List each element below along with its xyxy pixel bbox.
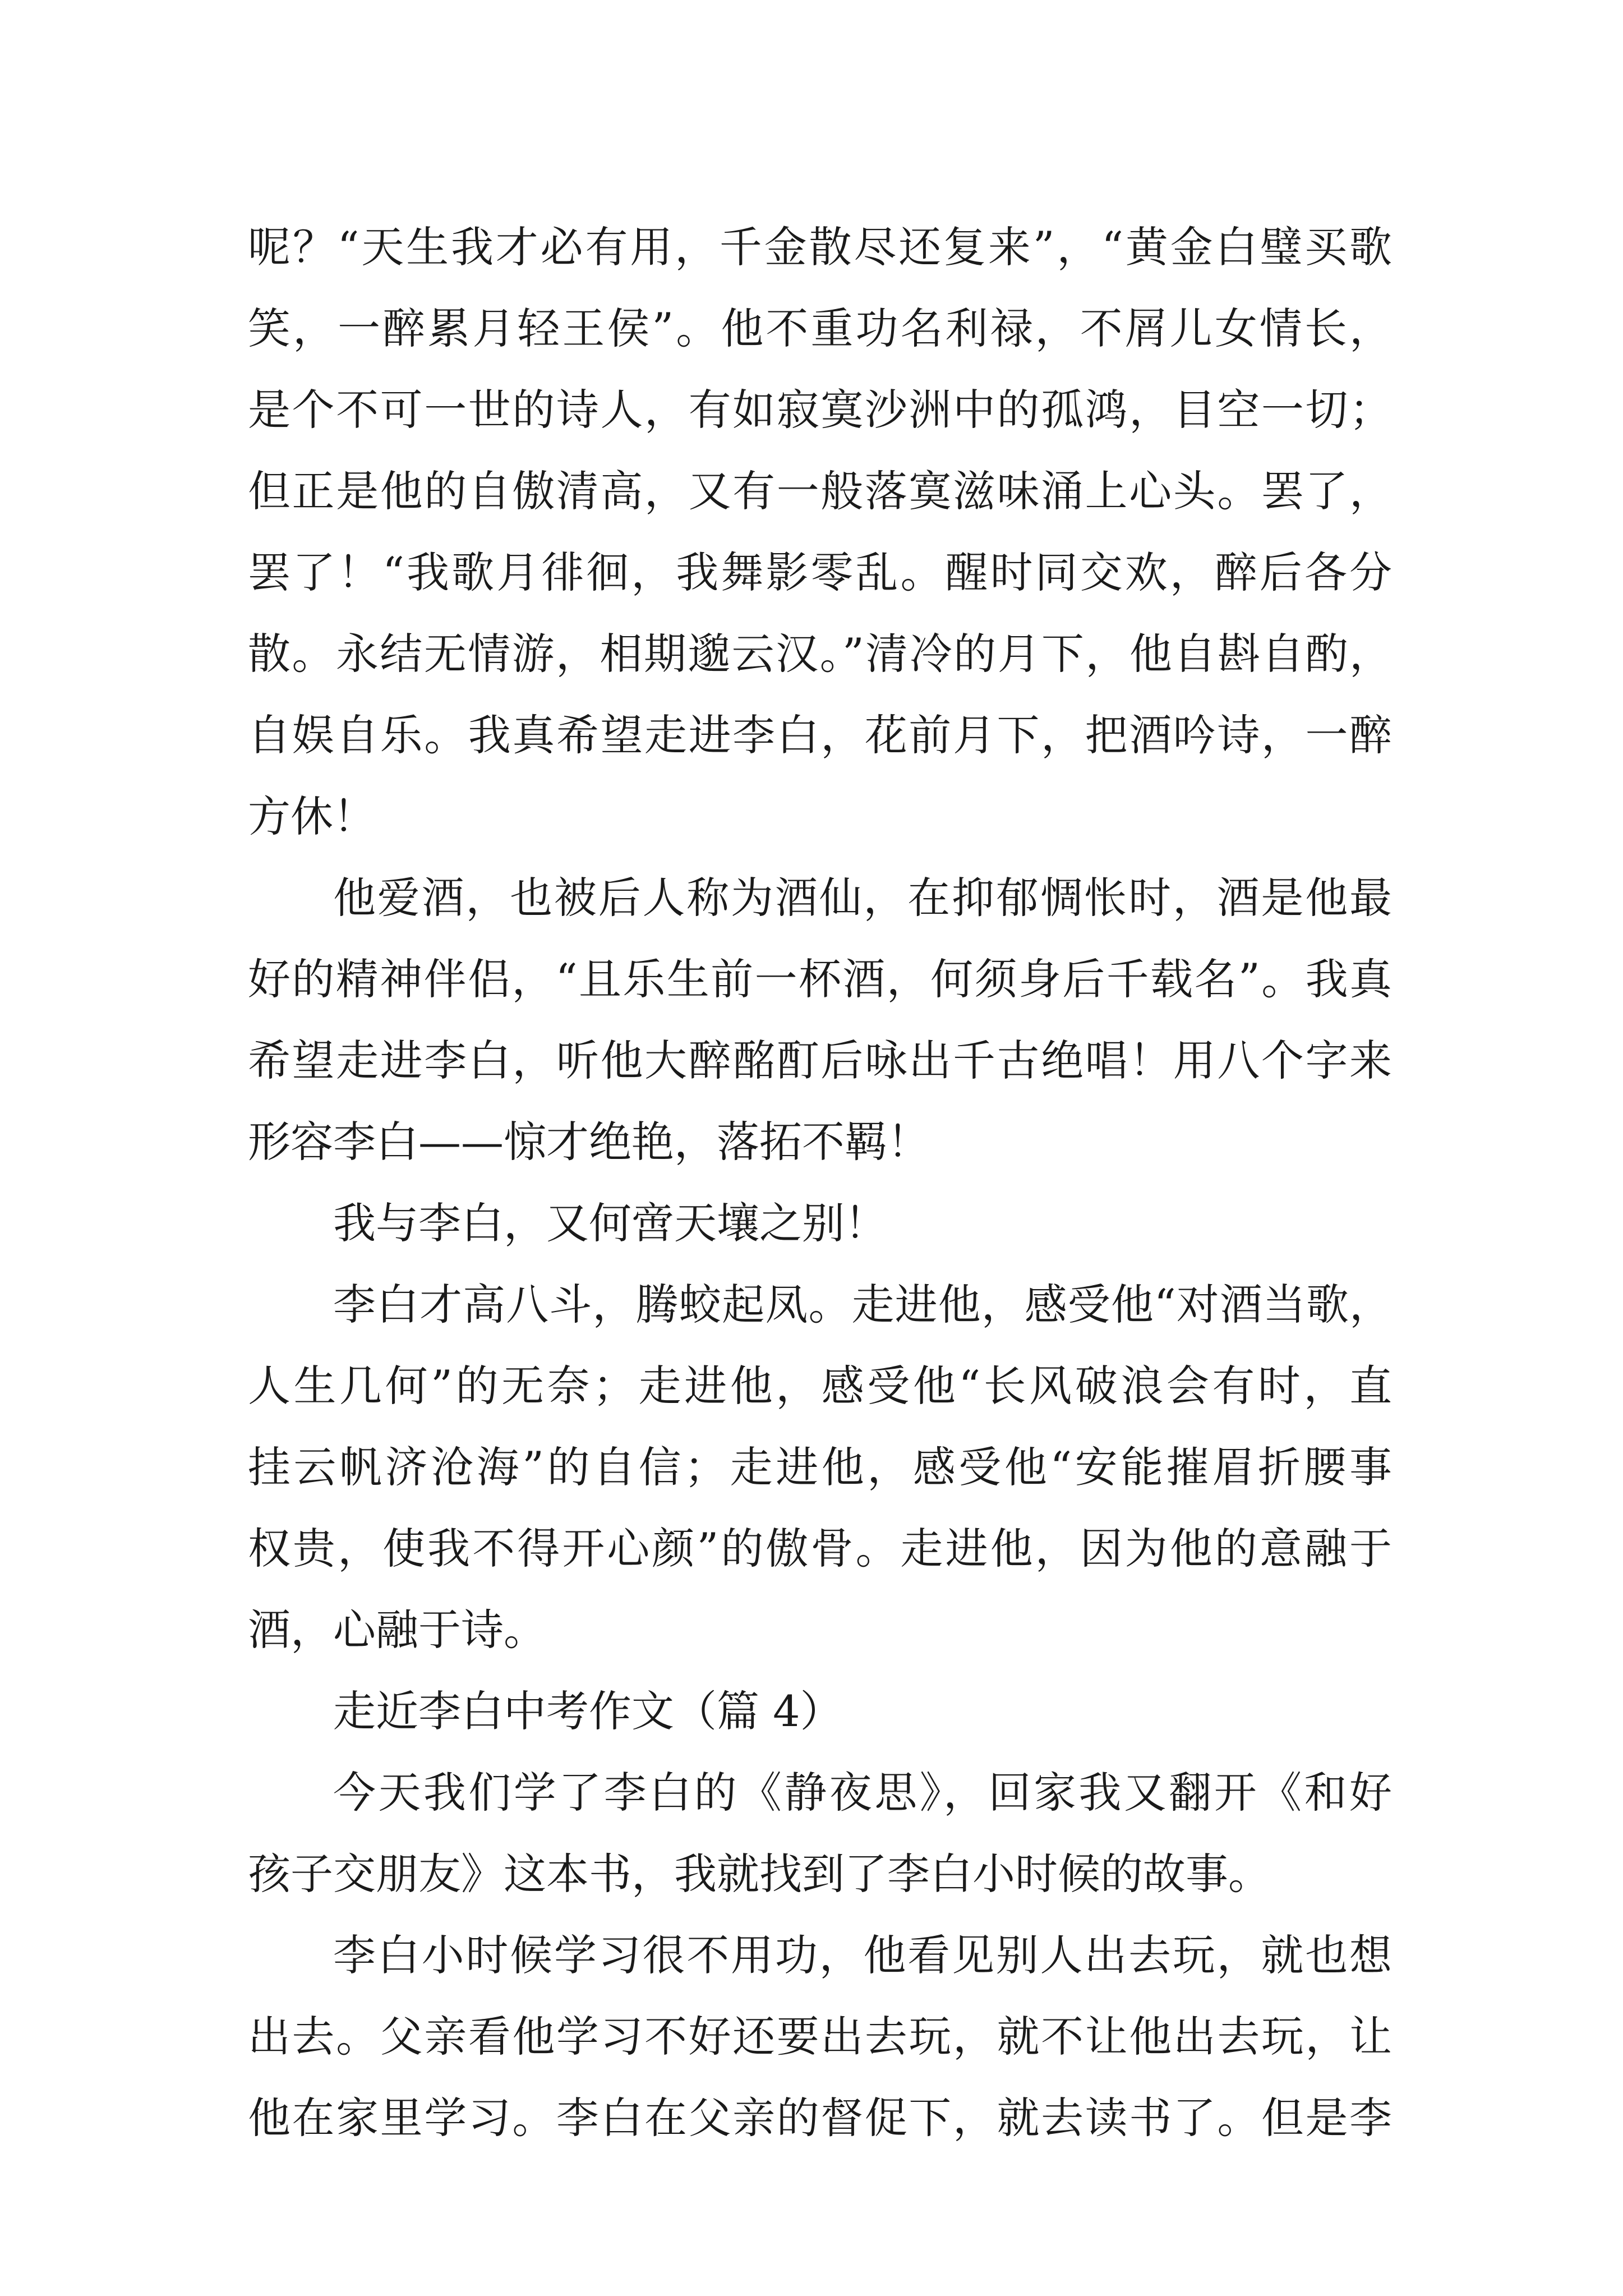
text-line: 今天我们学了李白的《静夜思》，回家我又翻开《和好 (333, 1768, 1392, 1818)
text-line: 是个不可一世的诗人，有如寂寞沙洲中的孤鸿，目空一切； (248, 385, 1392, 435)
text-line: 好的精神伴侣，“且乐生前一杯酒，何须身后千载名”。我真 (248, 954, 1392, 1004)
body-text (248, 206, 1392, 2159)
text-line: 孩子交朋友》这本书，我就找到了李白小时候的故事。 (248, 1849, 1271, 1899)
text-line: 笑，一醉累月轻王侯”。他不重功名利禄，不屑儿女情长， (248, 303, 1392, 353)
text-line: 出去。父亲看他学习不好还要出去玩，就不让他出去玩，让 (248, 2012, 1392, 2062)
text-line: 呢？“天生我才必有用，千金散尽还复来”，“黄金白璧买歌 (248, 222, 1392, 272)
text-line: 散。永结无情游，相期邈云汉。”清冷的月下，他自斟自酌， (248, 629, 1392, 679)
text-line: 方休！ (248, 792, 376, 841)
text-line: 挂云帆济沧海”的自信；走进他，感受他“安能摧眉折腰事 (248, 1442, 1392, 1492)
text-line: 李白小时候学习很不用功，他看见别人出去玩，就也想 (333, 1930, 1392, 1980)
text-line: 走近李白中考作文（篇 4） (333, 1686, 843, 1736)
text-line: 权贵，使我不得开心颜”的傲骨。走进他，因为他的意融于 (248, 1524, 1392, 1573)
text-line: 他在家里学习。李白在父亲的督促下，就去读书了。但是李 (248, 2093, 1392, 2143)
text-line: 希望走进李白，听他大醉酩酊后咏出千古绝唱！用八个字来 (248, 1036, 1392, 1085)
text-line: 酒，心融于诗。 (248, 1605, 546, 1655)
text-line: 但正是他的自傲清高，又有一般落寞滋味涌上心头。罢了， (248, 466, 1392, 516)
text-line: 李白才高八斗，腾蛟起凤。走进他，感受他“对酒当歌， (333, 1280, 1392, 1329)
text-line: 他爱酒，也被后人称为酒仙，在抑郁惆怅时，酒是他最 (333, 873, 1392, 923)
text-line: 我与李白，又何啻天壤之别！ (333, 1198, 887, 1248)
text-line: 形容李白——惊才绝艳，落拓不羁！ (248, 1117, 930, 1167)
text-line: 自娱自乐。我真希望走进李白，花前月下，把酒吟诗，一醉 (248, 710, 1392, 760)
text-line: 人生几何”的无奈；走进他，感受他“长风破浪会有时，直 (248, 1361, 1392, 1411)
text-line: 罢了！“我歌月徘徊，我舞影零乱。醒时同交欢，醉后各分 (248, 547, 1392, 597)
